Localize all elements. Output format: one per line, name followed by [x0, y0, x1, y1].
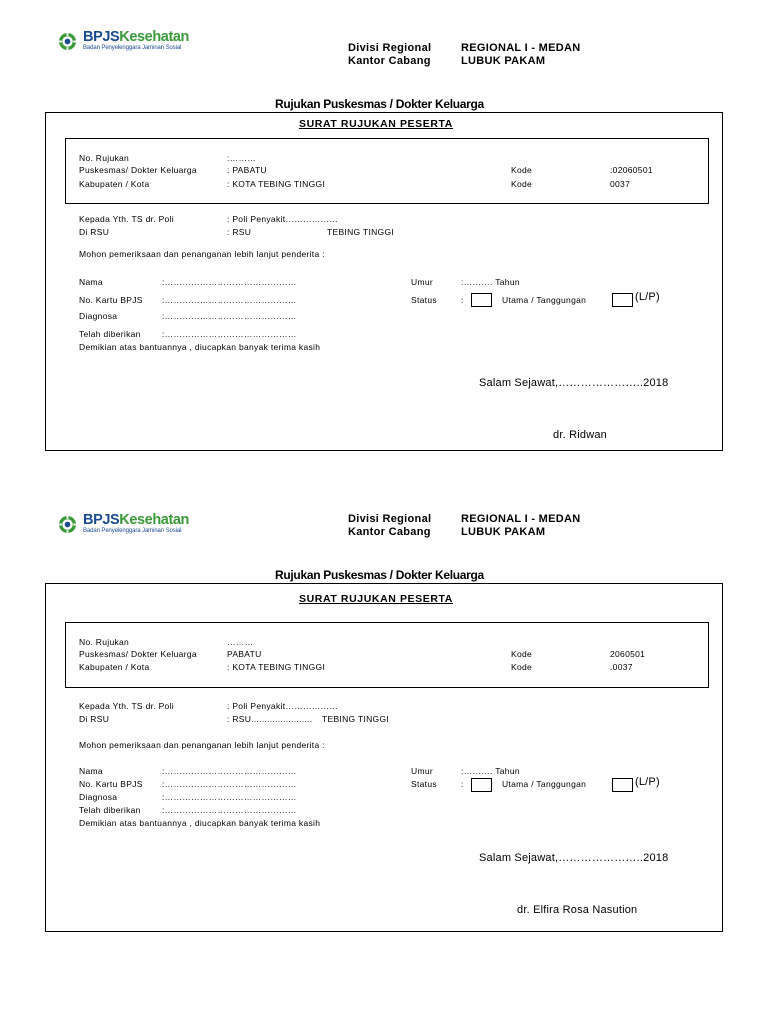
umur-label: Umur [411, 277, 433, 287]
kode2-label: Kode [511, 662, 533, 672]
referral-form-2 [0, 483, 768, 953]
diberikan-label: Telah diberikan [79, 329, 141, 339]
bpjs-logo [58, 30, 208, 56]
logo-tagline: Badan Penyelenggara Jaminan Sosial [83, 45, 182, 51]
logo-name: BPJSKesehatan [83, 29, 190, 45]
diagnosa-value: :……………………………………… [162, 792, 297, 802]
kabupaten-label: Kabupaten / Kota [79, 179, 150, 189]
no-rujukan-value: ……… [227, 637, 254, 647]
divisi-value: REGIONAL I - MEDAN [461, 513, 581, 525]
status-label: Status [411, 295, 437, 305]
umur-label: Umur [411, 766, 433, 776]
diagnosa-label: Diagnosa [79, 311, 118, 321]
nama-value: :……………………………………… [162, 277, 297, 287]
kode2-label: Kode [511, 179, 533, 189]
kantor-label: Kantor Cabang [348, 526, 431, 538]
gender-checkbox[interactable] [612, 778, 633, 792]
di-rsu-label: Di RSU [79, 714, 110, 724]
mohon-text: Mohon pemeriksaan dan penanganan lebih lanjut penderita : [79, 249, 325, 259]
kode1-value: 2060501 [610, 649, 646, 659]
doctor-name: dr. Ridwan [553, 429, 607, 441]
surat-title: SURAT RUJUKAN PESERTA [299, 593, 453, 605]
status-colon: : [461, 295, 464, 305]
kantor-value: LUBUK PAKAM [461, 526, 546, 538]
no-rujukan-label: No. Rujukan [79, 153, 130, 163]
divisi-label: Divisi Regional [348, 513, 432, 525]
di-rsu-label: Di RSU [79, 227, 110, 237]
kode1-label: Kode [511, 165, 533, 175]
kabupaten-value: : KOTA TEBING TINGGI [227, 662, 326, 672]
no-rujukan-value: :……… [227, 153, 257, 163]
gender-lp: (L/P) [635, 776, 660, 788]
diberikan-value: :……………………………………… [162, 805, 297, 815]
diberikan-value: :……………………………………… [162, 329, 297, 339]
gender-checkbox[interactable] [612, 293, 633, 307]
di-rsu-value: : RSU....................... [227, 714, 313, 724]
kantor-value: LUBUK PAKAM [461, 55, 546, 67]
kepada-label: Kepada Yth. TS dr. Poli [79, 214, 174, 224]
salam-sejawat: Salam Sejawat,…………………..2018 [479, 377, 669, 389]
doctor-name: dr. Elfira Rosa Nasution [517, 904, 638, 916]
di-rsu-city: TEBING TINGGI [327, 227, 395, 237]
status-checkbox[interactable] [471, 293, 492, 307]
kantor-label: Kantor Cabang [348, 55, 431, 67]
kartu-label: No. Kartu BPJS [79, 779, 143, 789]
salam-sejawat: Salam Sejawat,…………………..2018 [479, 852, 669, 864]
umur-value: :………. Tahun [461, 277, 520, 287]
kabupaten-label: Kabupaten / Kota [79, 662, 150, 672]
divisi-label: Divisi Regional [348, 42, 432, 54]
puskesmas-value: : PABATU [227, 165, 267, 175]
kode2-value: 0037 [610, 179, 631, 189]
kepada-label: Kepada Yth. TS dr. Poli [79, 701, 174, 711]
kode2-value: .0037 [610, 662, 633, 672]
nama-value: :……………………………………… [162, 766, 297, 776]
demikian-text: Demikian atas bantuannya , diucapkan banyak terima kasih [79, 818, 321, 828]
demikian-text: Demikian atas bantuannya , diucapkan banyak terima kasih [79, 342, 321, 352]
bpjs-emblem-icon [58, 32, 77, 51]
form-title: Rujukan Puskesmas / Dokter Keluarga [275, 97, 484, 111]
kartu-value: :……………………………………… [162, 295, 297, 305]
kabupaten-value: : KOTA TEBING TINGGI [227, 179, 326, 189]
diagnosa-label: Diagnosa [79, 792, 118, 802]
no-rujukan-label: No. Rujukan [79, 637, 130, 647]
bpjs-emblem-icon [58, 515, 77, 534]
diberikan-label: Telah diberikan [79, 805, 141, 815]
status-checkbox[interactable] [471, 778, 492, 792]
status-value: Utama / Tanggungan [502, 295, 587, 305]
kode1-label: Kode [511, 649, 533, 659]
kartu-value: :……………………………………… [162, 779, 297, 789]
kepada-value: : Poli Penyakit……………… [227, 214, 339, 224]
puskesmas-value: PABATU [227, 649, 262, 659]
di-rsu-value: : RSU [227, 227, 252, 237]
logo-name: BPJSKesehatan [83, 512, 190, 528]
nama-label: Nama [79, 766, 103, 776]
diagnosa-value: :……………………………………… [162, 311, 297, 321]
kartu-label: No. Kartu BPJS [79, 295, 143, 305]
logo-tagline: Badan Penyelenggara Jaminan Sosial [83, 528, 182, 534]
kode1-value: :02060501 [610, 165, 653, 175]
referral-form-1 [0, 0, 768, 470]
nama-label: Nama [79, 277, 103, 287]
puskesmas-label: Puskesmas/ Dokter Keluarga [79, 165, 197, 175]
puskesmas-label: Puskesmas/ Dokter Keluarga [79, 649, 197, 659]
mohon-text: Mohon pemeriksaan dan penanganan lebih lanjut penderita : [79, 740, 325, 750]
gender-lp: (L/P) [635, 291, 660, 303]
status-value: Utama / Tanggungan [502, 779, 587, 789]
umur-value: :………. Tahun [461, 766, 520, 776]
status-colon: : [461, 779, 464, 789]
status-label: Status [411, 779, 437, 789]
di-rsu-city: TEBING TINGGI [322, 714, 390, 724]
surat-title: SURAT RUJUKAN PESERTA [299, 118, 453, 130]
kepada-value: : Poli Penyakit……………… [227, 701, 339, 711]
form-title: Rujukan Puskesmas / Dokter Keluarga [275, 568, 484, 582]
bpjs-logo [58, 513, 208, 539]
divisi-value: REGIONAL I - MEDAN [461, 42, 581, 54]
